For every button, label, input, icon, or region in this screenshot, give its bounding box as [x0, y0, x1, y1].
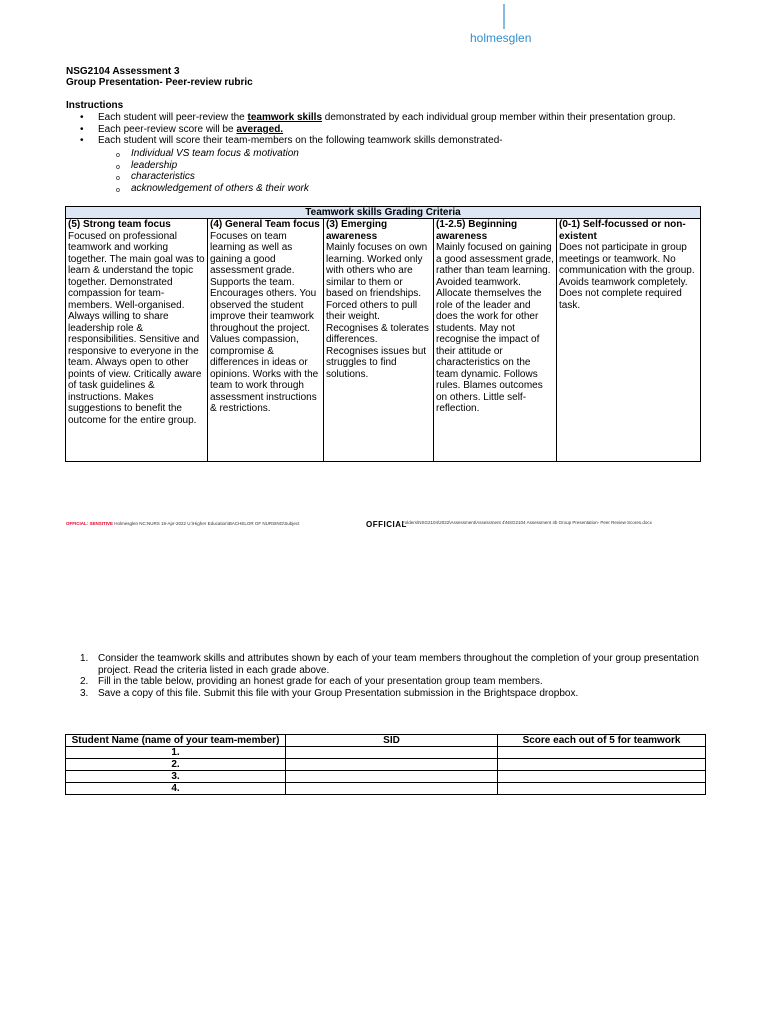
table-row — [66, 747, 706, 759]
criteria-column-general — [208, 219, 324, 462]
criteria-description: Mainly focused on gaining a good assessment grade, rather than team learning. Avoided teamwork. Allocate themselves the role of the leader and does the work for other students. May not recognise the impact of their attitude or characteristics on the team dynamic. Follows rules. Blames outcomes on others. Little self-reflection. — [436, 242, 554, 414]
student-name-cell[interactable]: 4. — [66, 783, 286, 795]
classification-label: OFFICIAL — [366, 520, 407, 529]
column-header-sid: SID — [286, 735, 498, 747]
criteria-heading: (5) Strong team focus — [68, 219, 171, 230]
peer-score-table — [65, 734, 706, 795]
steps-list — [66, 653, 706, 699]
instructions-heading: Instructions — [66, 100, 124, 111]
instructions-list — [66, 112, 746, 147]
footer-file-path: Folders\NSG2104\2022\Assessment\Assessment 4\NSG2104 Assessment 4b Group Presentation- Peer Review Scores.docx — [402, 520, 652, 525]
criteria-heading: (1-2.5) Beginning awareness — [436, 219, 518, 242]
instruction-item: • Each peer-review score will be averaged. — [66, 124, 746, 136]
criteria-column-emerging — [324, 219, 434, 462]
skill-item: o acknowledgement of others & their work — [66, 183, 309, 195]
criteria-heading: (3) Emerging awareness — [326, 219, 388, 242]
document-title: NSG2104 Assessment 3 — [66, 66, 180, 77]
step-item: 2. Fill in the table below, providing an honest grade for each of your presentation group team members. — [80, 676, 543, 687]
criteria-column-strong — [66, 219, 208, 462]
criteria-heading: (0-1) Self-focussed or non-existent — [559, 219, 686, 242]
table-row — [66, 759, 706, 771]
instruction-item: • Each student will peer-review the teamwork skills demonstrated by each individual group member within their presentation group. — [66, 112, 746, 124]
instruction-item: • Each student will score their team-members on the following teamwork skills demonstrated- — [66, 135, 746, 147]
score-cell[interactable] — [498, 771, 706, 783]
grading-criteria-table — [65, 206, 701, 462]
score-cell[interactable] — [498, 759, 706, 771]
student-name-cell[interactable]: 1. — [66, 747, 286, 759]
grading-criteria-banner: Teamwork skills Grading Criteria — [66, 207, 701, 219]
column-header-student-name: Student Name (name of your team-member) — [66, 735, 286, 747]
score-cell[interactable] — [498, 747, 706, 759]
sid-cell[interactable] — [286, 783, 498, 795]
teamwork-skills-list — [66, 148, 309, 194]
criteria-description: Focused on professional teamwork and working together. The main goal was to learn & understand the topic together. Demonstrated compassion for team-members. Well-organised. Always willing to share leadership role & responsibilities. Sensitive and responsive to everyone in the team. Always open to other points of view. Critically aware of task guidelines & instructions. Makes suggestions to benefit the outcome for the entire group. — [68, 230, 205, 426]
criteria-column-self-focussed — [557, 219, 701, 462]
skill-item: o leadership — [66, 160, 309, 172]
sid-cell[interactable] — [286, 759, 498, 771]
holmesglen-logo — [466, 2, 536, 46]
criteria-description: Mainly focuses on own learning. Worked only with others who are similar to them or based on friendships. Forced others to pull their weight. Recognises & tolerates differences. Recognises issues but struggles to find solutions. — [326, 242, 429, 380]
sid-cell[interactable] — [286, 747, 498, 759]
skill-item: o Individual VS team focus & motivation — [66, 148, 309, 160]
step-item: 3. Save a copy of this file. Submit this file with your Group Presentation submission in the Brightspace dropbox. — [80, 687, 579, 699]
sid-cell[interactable] — [286, 771, 498, 783]
skill-item: o characteristics — [66, 171, 309, 183]
student-name-cell[interactable]: 2. — [66, 759, 286, 771]
criteria-description: Does not participate in group meetings or teamwork. No communication with the group. Avoids teamwork completely. Does not complete required task. — [559, 242, 695, 311]
criteria-description: Focuses on team learning as well as gaining a good assessment grade. Supports the team. Encourages others. You observed the student improve their teamwork throughout the project. Values compassion, compromise & differences in ideas or opinions. Works with the team to work through assessment instructions & restrictions. — [210, 230, 319, 414]
step-item: 1. Consider the teamwork skills and attributes shown by each of your team members throughout the completion of your group presentation project. Read the criteria listed in each grade above. — [80, 653, 699, 676]
logo-wordmark: holmesglen — [470, 31, 532, 45]
student-name-cell[interactable]: 3. — [66, 771, 286, 783]
column-header-score: Score each out of 5 for teamwork — [498, 735, 706, 747]
table-row — [66, 783, 706, 795]
criteria-column-beginning — [434, 219, 557, 462]
criteria-heading: (4) General Team focus — [210, 219, 320, 230]
sensitivity-label: OFFICIAL: SENSITIVE — [66, 521, 114, 526]
document-subtitle: Group Presentation- Peer-review rubric — [66, 77, 253, 88]
footer-path: Holmesglen NC:NURS 19-Apr-2022 U:\Higher Education\BACHELOR OF NURSING\Subject — [114, 521, 300, 526]
table-row — [66, 771, 706, 783]
footer-meta-left — [66, 521, 299, 526]
score-cell[interactable] — [498, 783, 706, 795]
